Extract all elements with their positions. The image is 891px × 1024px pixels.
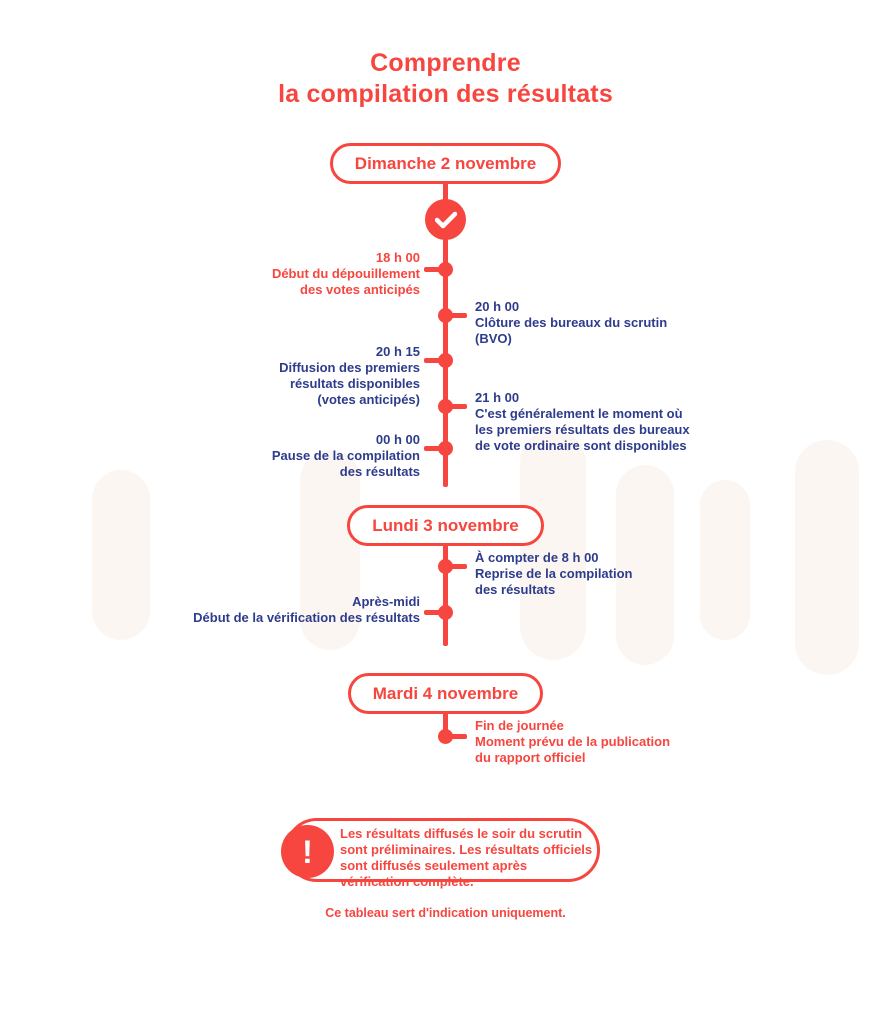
event-desc-line: Pause de la compilation [271, 448, 420, 463]
event-time: 00 h 00 [375, 432, 420, 447]
event-20h00 [475, 299, 667, 347]
event-desc-line: Début de la vérification des résultats [193, 610, 420, 625]
event-time: À compter de 8 h 00 [475, 550, 599, 565]
event-time: 20 h 15 [375, 344, 420, 359]
event-desc-line: résultats disponibles [289, 376, 420, 391]
event-time: 21 h 00 [475, 390, 520, 405]
timeline-connector [424, 610, 445, 615]
event-18h00 [272, 250, 420, 298]
event-desc-line: (BVO) [475, 331, 512, 346]
timeline-connector [424, 267, 445, 272]
watermark-blob [700, 480, 750, 640]
event-8h00 [475, 550, 633, 598]
event-20h15 [279, 344, 420, 408]
event-fin-de-journee [475, 718, 670, 766]
date-badge-dimanche-2-novembre: Dimanche 2 novembre [330, 143, 561, 184]
timeline-connector [446, 404, 467, 409]
page-title-line2: la compilation des résultats [278, 80, 613, 108]
event-desc-line: C'est généralement le moment où [475, 406, 683, 421]
watermark-blob [795, 440, 859, 675]
event-desc-line: les premiers résultats des bureaux [475, 422, 690, 437]
event-apres-midi [193, 594, 420, 626]
date-badge-mardi-4-novembre: Mardi 4 novembre [348, 673, 544, 714]
event-21h00 [475, 390, 690, 454]
event-time: 18 h 00 [375, 250, 420, 265]
page-title-line1: Comprendre [370, 49, 521, 77]
event-desc-line: Moment prévu de la publication [475, 734, 671, 749]
footer-note: Ce tableau sert d'indication uniquement. [325, 906, 566, 920]
event-desc-line: Reprise de la compilation [475, 566, 633, 581]
event-time: Après-midi [352, 594, 420, 609]
check-glyph [435, 211, 457, 229]
timeline-connector [424, 358, 445, 363]
event-desc-line: (votes anticipés) [317, 392, 420, 407]
event-time: 20 h 00 [475, 299, 520, 314]
exclamation-glyph: ! [302, 833, 313, 870]
event-desc-line: Diffusion des premiers [279, 360, 420, 375]
page-title [0, 48, 891, 110]
event-desc-line: des résultats [475, 582, 556, 597]
date-badge-lundi-3-novembre: Lundi 3 novembre [347, 505, 543, 546]
timeline-line-segment-2 [443, 538, 448, 646]
date-badge-row [0, 673, 891, 714]
timeline-connector [424, 446, 445, 451]
watermark-blob [92, 470, 150, 640]
date-badge-row [0, 505, 891, 546]
notice-text: Les résultats diffusés le soir du scrutin sont préliminaires. Les résultats officiels sont diffusés seulement après vérification complète. [340, 826, 593, 889]
event-desc-line: de vote ordinaire sont disponibles [475, 438, 687, 453]
event-desc-line: Début du dépouillement [271, 266, 420, 281]
check-icon [425, 199, 466, 240]
exclamation-icon [281, 825, 334, 878]
date-badge-row [0, 143, 891, 184]
event-desc-line: des résultats [339, 464, 420, 479]
event-desc-line: Clôture des bureaux du scrutin [475, 315, 668, 330]
timeline-connector [446, 734, 467, 739]
timeline-connector [446, 313, 467, 318]
event-time: Fin de journée [475, 718, 564, 733]
event-00h00 [272, 432, 420, 480]
event-desc-line: du rapport officiel [475, 750, 586, 765]
timeline-connector [446, 564, 467, 569]
event-desc-line: des votes anticipés [300, 282, 420, 297]
